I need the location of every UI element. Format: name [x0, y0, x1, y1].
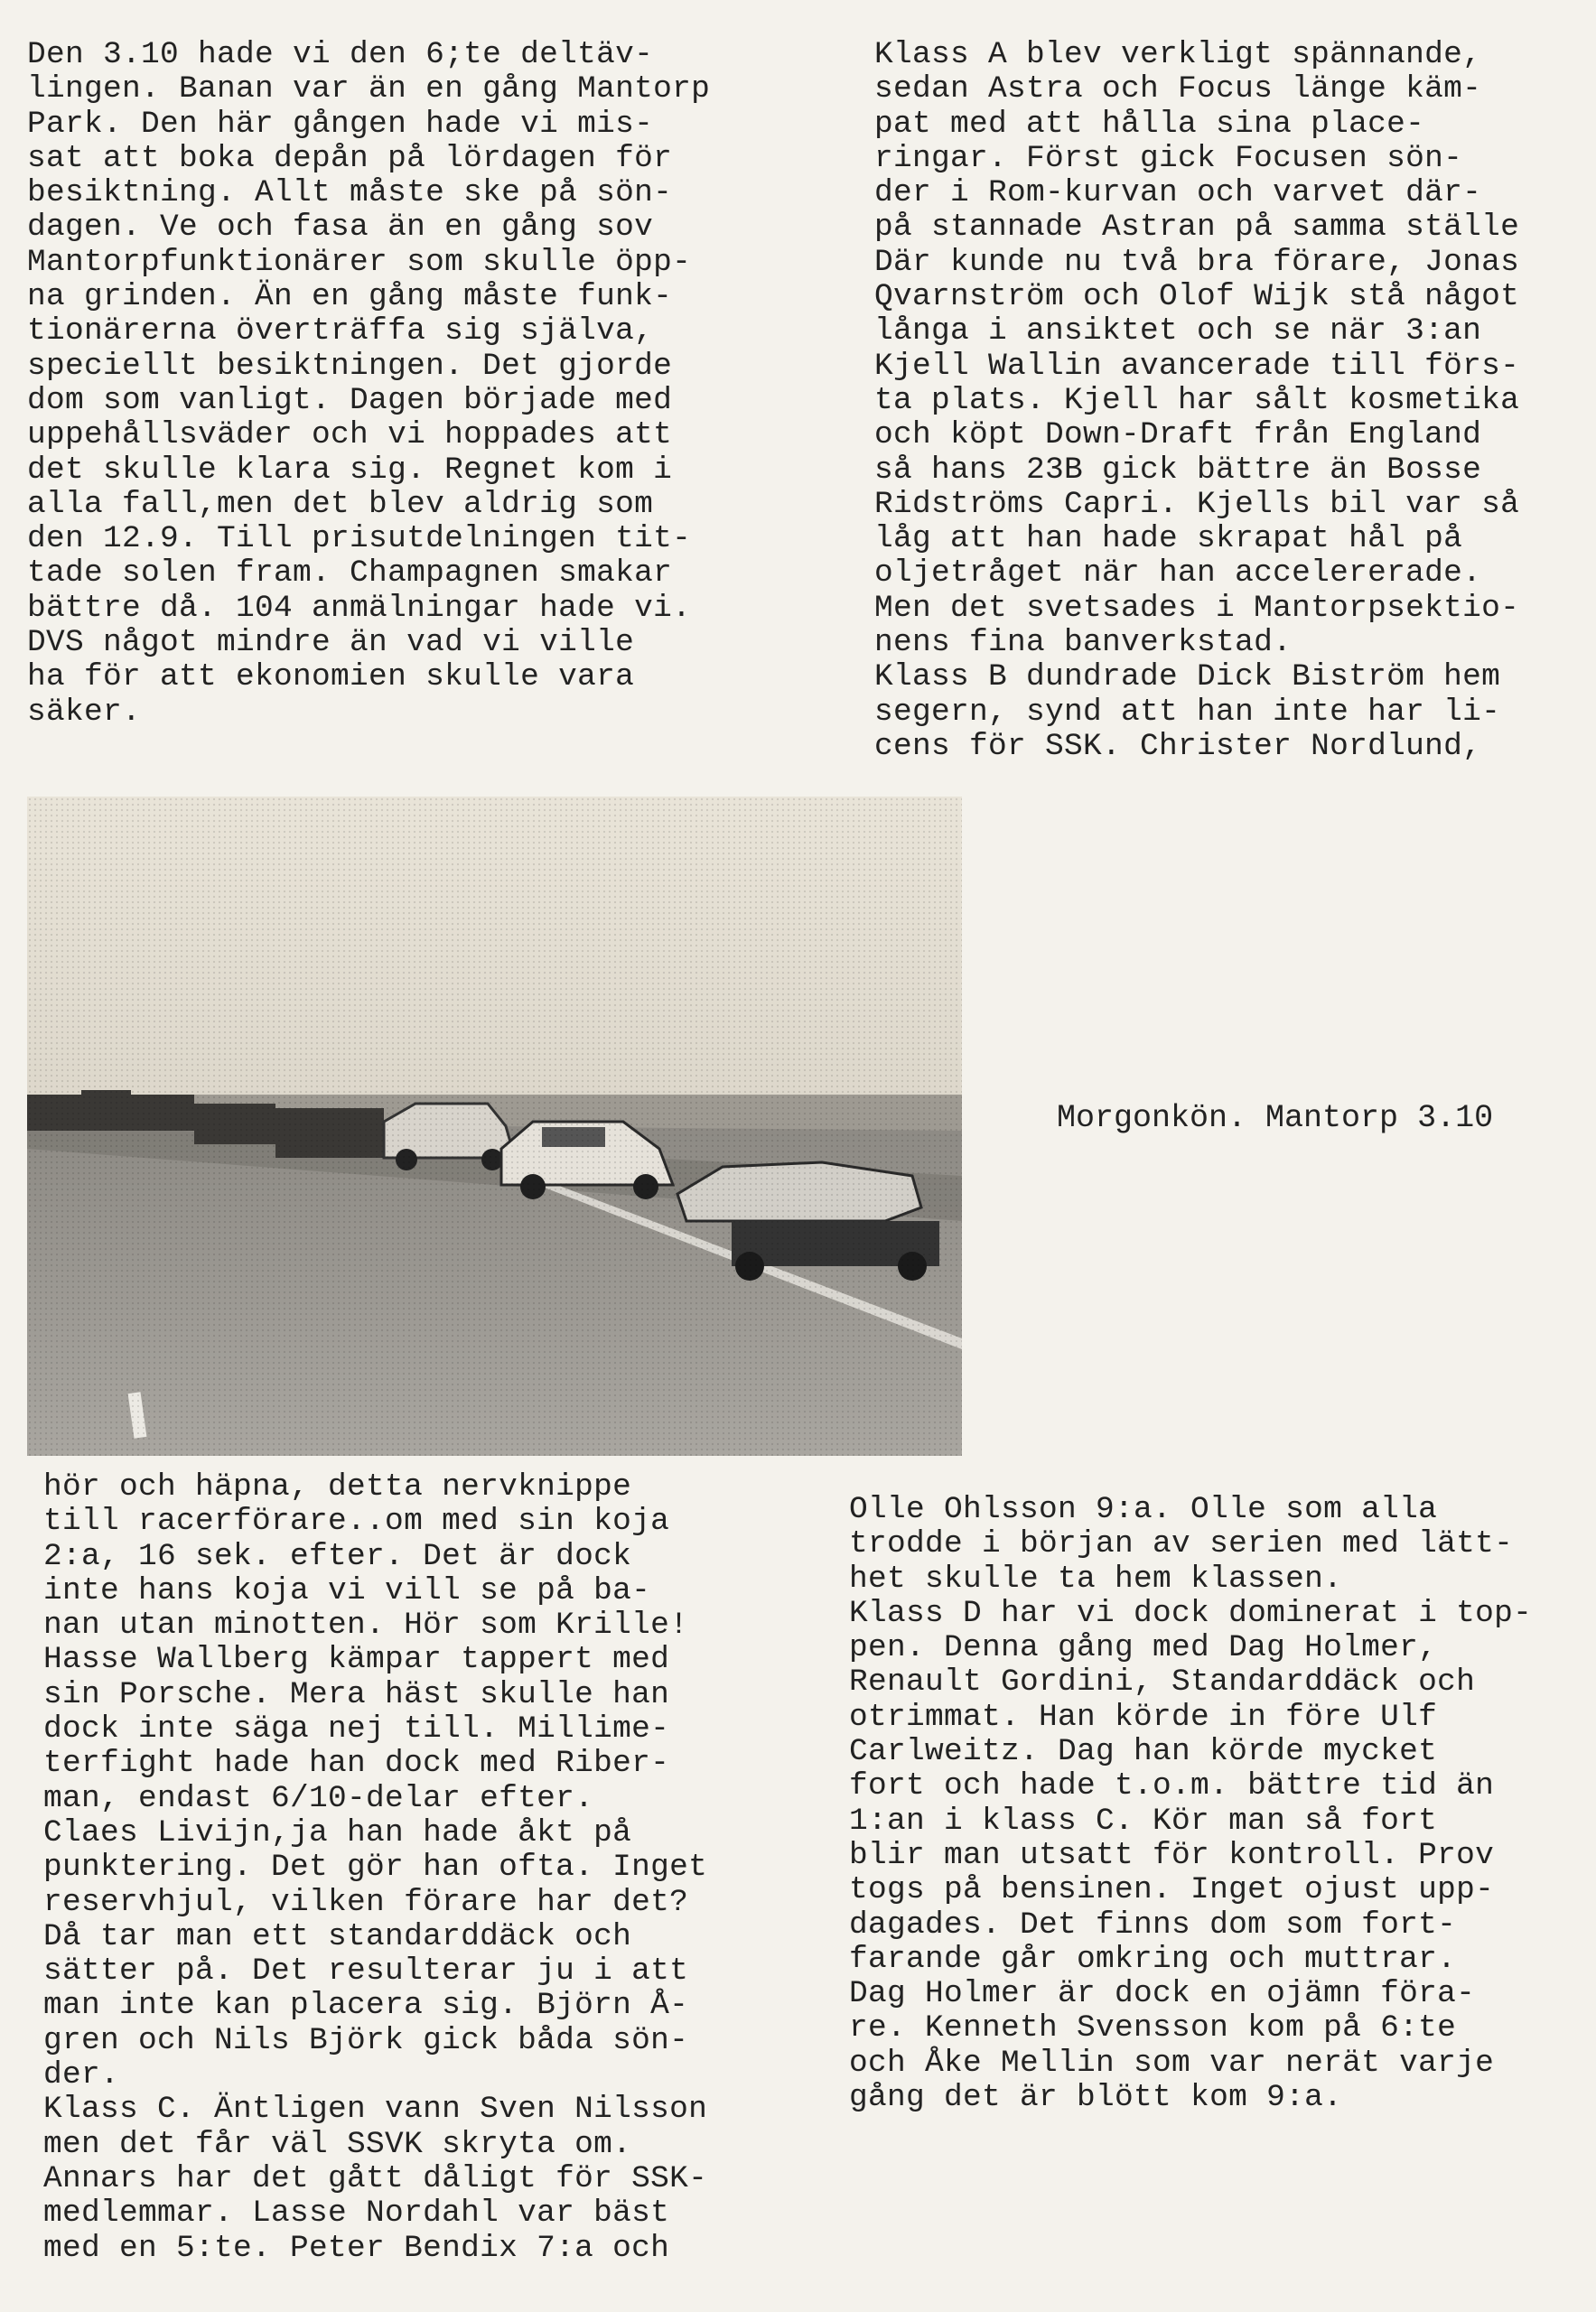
text-line: dock inte säga nej till. Millime- [43, 1711, 670, 1748]
text-line: Ridströms Capri. Kjells bil var så [874, 486, 1520, 522]
text-column-bottom-right [849, 1493, 1532, 2115]
text-line: 1:an i klass C. Kör man så fort [849, 1803, 1438, 1839]
text-line: till racerförare..om med sin koja [43, 1504, 670, 1540]
text-column-top-right [874, 38, 1519, 764]
text-line: ringar. Först gick Focusen sön- [874, 140, 1463, 176]
text-line: medlemmar. Lasse Nordahl var bäst [43, 2195, 670, 2232]
text-line: Där kunde nu två bra förare, Jonas [874, 244, 1520, 280]
text-line: dagades. Det finns dom som fort- [849, 1906, 1457, 1943]
text-line: och Åke Mellin som var nerät varje [849, 2045, 1495, 2081]
text-line: dagen. Ve och fasa än en gång sov [27, 210, 654, 246]
text-line: Olle Ohlsson 9:a. Olle som alla [849, 1492, 1438, 1527]
text-line: nens fina banverkstad. [874, 625, 1293, 661]
text-line: segern, synd att han inte har li- [874, 694, 1501, 730]
text-line: på stannade Astran på samma ställe [874, 210, 1520, 246]
text-line: Dag Holmer är dock en ojämn föra- [849, 1976, 1476, 2012]
text-line: gång det är blött kom 9:a. [849, 2080, 1343, 2116]
text-line: oljetråget när han accelererade. [874, 555, 1482, 592]
text-line: alla fall,men det blev aldrig som [27, 486, 654, 522]
text-line: det skulle klara sig. Regnet kom i [27, 452, 673, 488]
text-line: ta plats. Kjell har sålt kosmetika [874, 382, 1520, 418]
text-line: gren och Nils Björk gick båda sön- [43, 2022, 689, 2058]
text-line: säker. [27, 694, 142, 730]
text-line: re. Kenneth Svensson kom på 6:te [849, 2010, 1457, 2046]
text-line: 2:a, 16 sek. efter. Det är dock [43, 1538, 632, 1574]
text-line: pat med att hålla sina place- [874, 106, 1425, 142]
text-line: Klass B dundrade Dick Biström hem [874, 659, 1501, 695]
text-line: togs på bensinen. Inget ojust upp- [849, 1872, 1495, 1908]
text-line: DVS något mindre än vad vi ville [27, 625, 635, 661]
text-line: nan utan minotten. Hör som Krille! [43, 1608, 689, 1644]
text-line: sin Porsche. Mera häst skulle han [43, 1676, 670, 1712]
text-line: långa i ansiktet och se när 3:an [874, 313, 1482, 350]
text-line: pen. Denna gång med Dag Holmer, [849, 1630, 1438, 1666]
text-line: Carlweitz. Dag han körde mycket [849, 1734, 1438, 1770]
text-line: sedan Astra och Focus länge käm- [874, 71, 1482, 107]
text-line: Annars har det gått dåligt för SSK- [43, 2160, 708, 2196]
text-line: punktering. Det gör han ofta. Inget [43, 1850, 708, 1886]
text-line: Claes Livijn,ja han hade åkt på [43, 1814, 632, 1851]
text-line: reservhjul, vilken förare har det? [43, 1884, 689, 1920]
text-line: Den 3.10 hade vi den 6;te deltäv- [27, 37, 654, 72]
text-line: ha för att ekonomien skulle vara [27, 659, 635, 695]
text-column-top-left [27, 38, 710, 730]
text-line: Klass C. Äntligen vann Sven Nilsson [43, 2092, 708, 2128]
text-line: het skulle ta hem klassen. [849, 1561, 1343, 1597]
text-line: den 12.9. Till prisutdelningen tit- [27, 521, 692, 557]
text-line: och köpt Down-Draft från England [874, 417, 1482, 453]
text-line: sätter på. Det resulterar ju i att [43, 1953, 689, 1990]
text-line: bättre då. 104 anmälningar hade vi. [27, 590, 692, 626]
text-line: speciellt besiktningen. Det gjorde [27, 348, 673, 384]
text-line: Hasse Wallberg kämpar tappert med [43, 1642, 670, 1678]
text-line: lingen. Banan var än en gång Mantorp [27, 71, 711, 107]
text-line: fort och hade t.o.m. bättre tid än [849, 1768, 1495, 1804]
text-line: dom som vanligt. Dagen började med [27, 382, 673, 418]
text-line: trodde i början av serien med lätt- [849, 1526, 1514, 1562]
text-line: otrimmat. Han körde in före Ulf [849, 1699, 1438, 1735]
text-line: tionärerna överträffa sig själva, [27, 313, 654, 350]
text-line: Men det svetsades i Mantorpsektio- [874, 590, 1520, 626]
text-line: sat att boka depån på lördagen för [27, 140, 673, 176]
text-line: uppehållsväder och vi hoppades att [27, 417, 673, 453]
text-line: men det får väl SSVK skryta om. [43, 2126, 632, 2162]
photo-caption: Morgonkön. Mantorp 3.10 [1057, 1100, 1494, 1136]
text-line: Mantorpfunktionärer som skulle öpp- [27, 244, 692, 280]
text-line: så hans 23B gick bättre än Bosse [874, 452, 1482, 488]
text-line: man, endast 6/10-delar efter. [43, 1780, 594, 1816]
text-line: cens för SSK. Christer Nordlund, [874, 728, 1482, 764]
text-line: tade solen fram. Champagnen smakar [27, 555, 673, 592]
text-line: man inte kan placera sig. Björn Å- [43, 1988, 689, 2024]
text-line: Då tar man ett standarddäck och [43, 1918, 632, 1954]
text-line: Kjell Wallin avancerade till förs- [874, 348, 1520, 384]
text-line: låg att han hade skrapat hål på [874, 521, 1463, 557]
text-line: Klass D har vi dock dominerat i top- [849, 1595, 1533, 1631]
text-line: Klass A blev verkligt spännande, [874, 37, 1482, 72]
text-line: hör och häpna, detta nervknippe [43, 1469, 632, 1505]
text-line: blir man utsatt för kontroll. Prov [849, 1837, 1495, 1873]
text-line: farande går omkring och muttrar. [849, 1941, 1457, 1977]
text-line: der. [43, 2057, 120, 2093]
text-column-bottom-left [43, 1470, 707, 2266]
text-line: Park. Den här gången hade vi mis- [27, 106, 654, 142]
text-line: besiktning. Allt måste ske på sön- [27, 175, 673, 211]
text-line: Qvarnström och Olof Wijk stå något [874, 279, 1520, 315]
photo-race-queue [27, 797, 962, 1456]
text-line: Renault Gordini, Standarddäck och [849, 1664, 1476, 1701]
text-line: der i Rom-kurvan och varvet där- [874, 175, 1482, 211]
text-line: med en 5:te. Peter Bendix 7:a och [43, 2230, 670, 2266]
text-line: na grinden. Än en gång måste funk- [27, 279, 673, 315]
text-line: inte hans koja vi vill se på ba- [43, 1572, 651, 1608]
text-line: terfight hade han dock med Riber- [43, 1746, 670, 1782]
